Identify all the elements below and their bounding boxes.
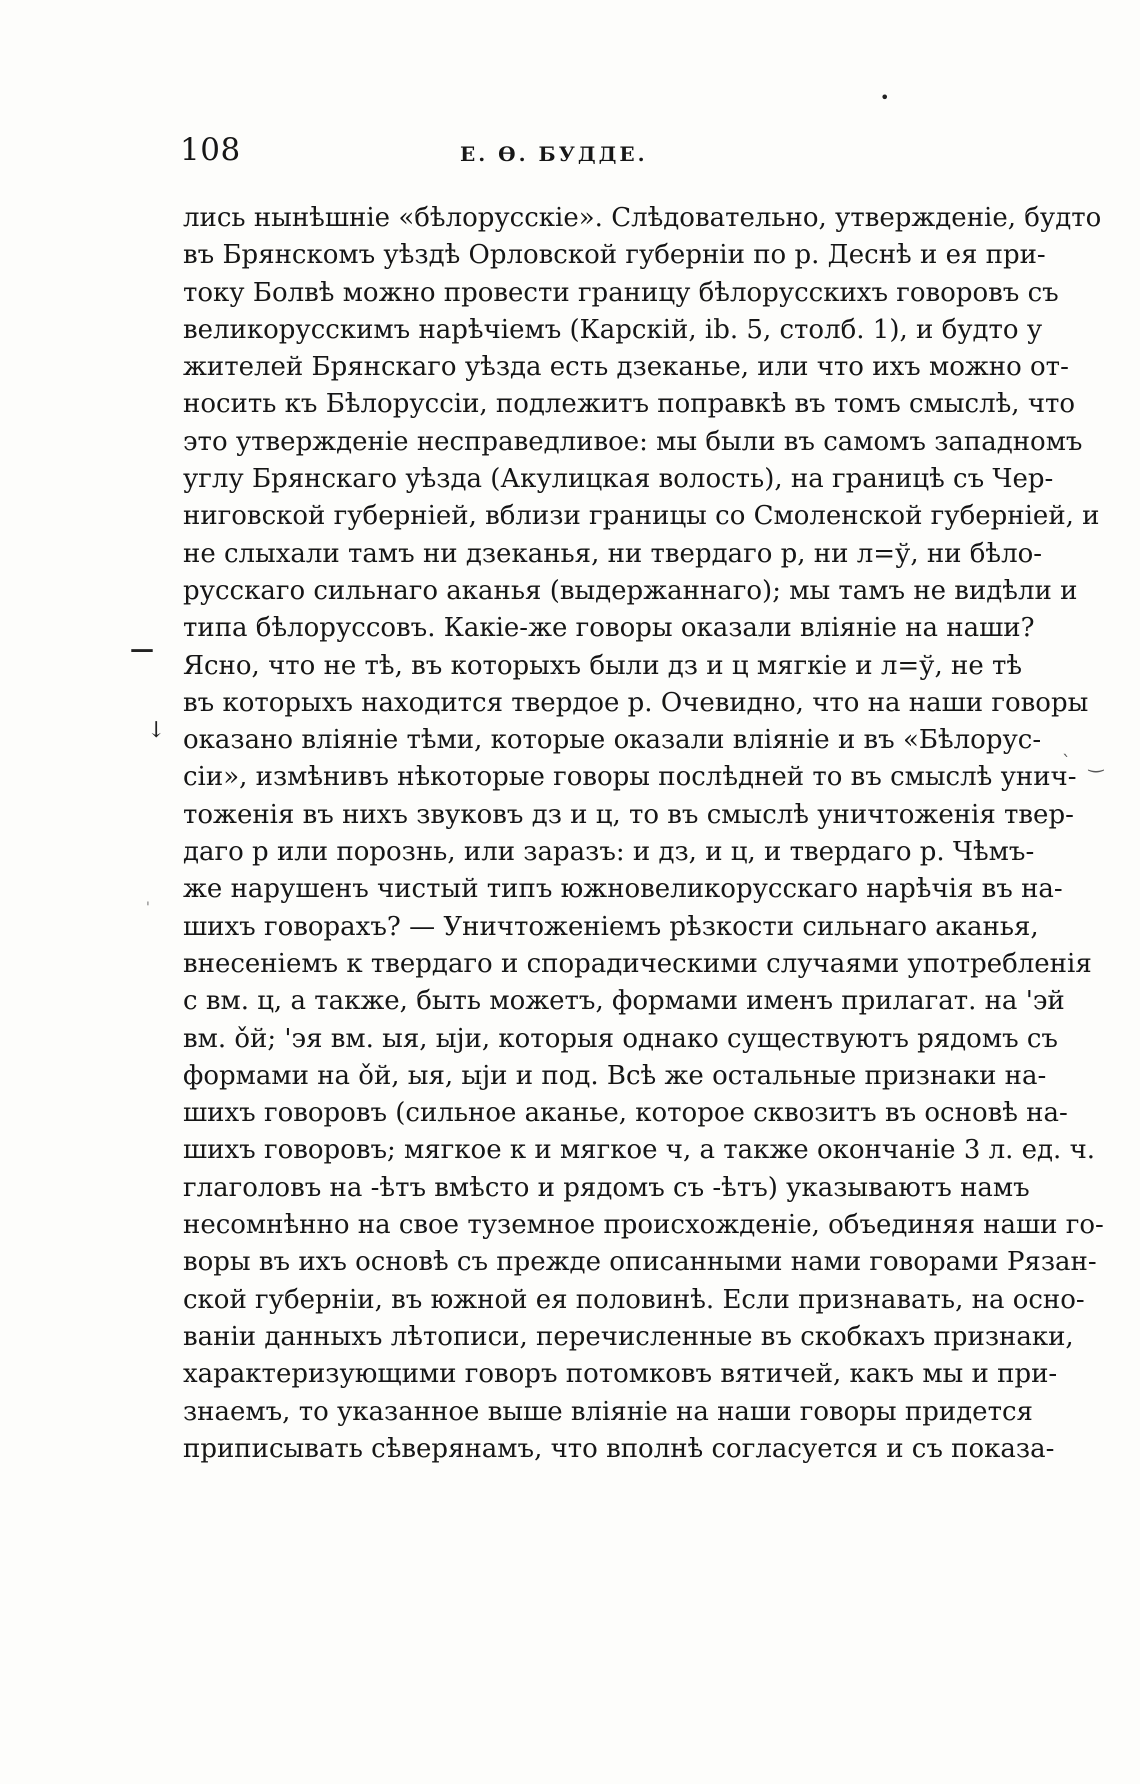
text-line: не слыхали тамъ ни дзеканья, ни твердаго р, ни л=ў, ни бѣло-	[183, 538, 1043, 569]
text-line: шихъ говорахъ? — Уничтоженіемъ рѣзкости сильнаго аканья,	[183, 911, 1039, 942]
text-line: шихъ говоровъ (сильное аканье, которое сквозитъ въ основѣ на-	[183, 1098, 1068, 1129]
text-line: несомнѣнно на свое туземное происхожденіе, объединяя наши го-	[183, 1210, 1104, 1241]
margin-scribble-mark: ` ‿	[1062, 752, 1110, 773]
text-line: жителей Брянскаго уѣзда есть дзеканье, или что ихъ можно от-	[183, 352, 1069, 383]
text-line: вм. ǒй; 'эя вм. ыя, ыји, которыя однако существуютъ рядомъ съ	[183, 1023, 1058, 1054]
text-line: русскаго сильнаго аканья (выдержаннаго); мы тамъ не видѣли и	[183, 575, 1078, 606]
text-line: типа бѣлоруссовъ. Какіе-же говоры оказали вліяніе на наши?	[183, 613, 1035, 644]
text-line: сіи», измѣнивъ нѣкоторые говоры послѣдней то въ смыслѣ унич-	[183, 762, 1077, 793]
text-line: углу Брянскаго уѣзда (Акулицкая волость), на границѣ съ Чер-	[183, 464, 1054, 495]
text-line: носить къ Бѣлоруссіи, подлежитъ поправкѣ въ томъ смыслѣ, что	[183, 389, 1076, 420]
text-line: шихъ говоровъ; мягкое к и мягкое ч, а также окончаніе 3 л. ед. ч.	[183, 1135, 1096, 1166]
text-line: же нарушенъ чистый типъ южновеликорусскаго нарѣчія въ на-	[183, 874, 1063, 905]
text-line: воры въ ихъ основѣ съ прежде описанными нами говорами Рязан-	[183, 1247, 1097, 1278]
text-line: даго р или порознь, или заразъ: и дз, и ц, и твердаго р. Чѣмъ-	[183, 837, 1035, 868]
text-line: въ которыхъ находится твердое р. Очевидно, что на наши говоры	[183, 687, 1089, 718]
text-line: Ясно, что не тѣ, въ которыхъ были дз и ц мягкіе и л=ў, не тѣ	[183, 650, 1023, 681]
text-line: лись нынѣшніе «бѣлорусскіе». Слѣдовательно, утвержденіе, будто	[183, 203, 1102, 233]
text-line: с вм. ц, а также, быть можетъ, формами именъ прилагат. на 'эй	[183, 986, 1065, 1017]
text-line: ваніи данныхъ лѣтописи, перечисленные въ скобкахъ признаки,	[183, 1321, 1074, 1352]
text-line: это утвержденіе несправедливое: мы были въ самомъ западномъ	[183, 426, 1083, 457]
text-line: оказано вліяніе тѣми, которые оказали вліяніе и въ «Бѣлорус-	[183, 725, 1042, 756]
text-line: внесеніемъ к твердаго и спорадическими случаями употребленія	[183, 948, 1092, 979]
text-line: характеризующими говоръ потомковъ вятичей, какъ мы и при-	[183, 1359, 1058, 1390]
text-line: глаголовъ на -ѣтъ вмѣсто и рядомъ съ -ѣтъ) указываютъ намъ	[183, 1172, 1030, 1203]
ink-dot-mark: •	[880, 88, 890, 107]
text-line: великорусскимъ нарѣчіемъ (Карскій, ib. 5, столб. 1), и будто у	[183, 314, 1043, 345]
text-line: въ Брянскомъ уѣздѣ Орловской губерніи по р. Деснѣ и ея при-	[183, 240, 1046, 271]
text-line: току Болвѣ можно провести границу бѣлорусскихъ говоровъ съ	[183, 277, 1059, 308]
text-line: знаемъ, то указанное выше вліяніе на наши говоры придется	[183, 1396, 1033, 1427]
margin-dash-mark: —	[130, 634, 154, 663]
text-line: ниговской губерніей, вблизи границы со Смоленской губерніей, и	[183, 501, 1100, 532]
text-line: ской губерніи, въ южной ея половинѣ. Если признавать, на осно-	[183, 1284, 1085, 1315]
margin-arrow-mark: ↓	[147, 718, 166, 743]
page-number: 108	[180, 132, 241, 168]
text-line: формами на ǒй, ыя, ыји и под. Всѣ же остальные признаки на-	[183, 1060, 1047, 1091]
text-line: приписывать сѣверянамъ, что вполнѣ согласуется и съ показа-	[183, 1433, 1055, 1464]
margin-tick-mark: '	[146, 900, 150, 916]
text-line: тоженія въ нихъ звуковъ дз и ц, то въ смыслѣ уничтоженія твер-	[183, 799, 1074, 830]
running-head: Е. Ѳ. БУДДЕ.	[460, 142, 648, 166]
body-text	[183, 200, 1104, 1468]
